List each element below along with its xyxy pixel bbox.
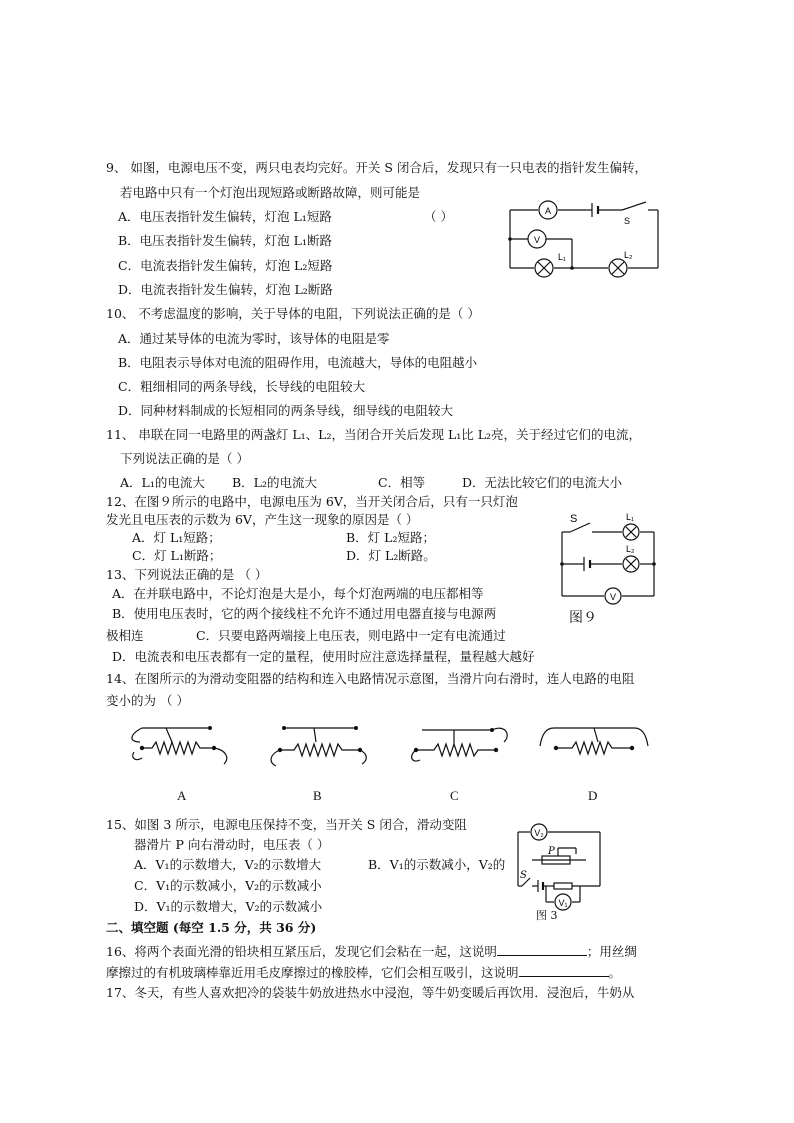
q9-stem-line1: 9、 如图，电源电压不变，两只电表均完好。开关 S 闭合后，发现只有一只电表的指针发生偏转，: [106, 160, 647, 175]
q15-option-d: D．V₁的示数增大，V₂的示数减小: [134, 899, 323, 914]
q9-option-d: D．电流表指针发生偏转，灯泡 L₂断路: [118, 282, 333, 297]
q12-voltmeter-label: V: [609, 592, 617, 602]
q15-v1-label: V₁: [558, 898, 568, 908]
q10-stem: 10、 不考虑温度的影响，关于导体的电阻，下列说法正确的是（ ）: [106, 306, 480, 321]
section2-title: 二、填空题 (每空 1.5 分，共 36 分): [106, 920, 317, 935]
q12-switch-label: S: [570, 513, 578, 525]
q9-circuit-figure: [500, 198, 665, 278]
q12-option-d: D．灯 L₂断路。: [346, 548, 436, 563]
q12-circuit-figure: [550, 508, 670, 628]
q15-switch-label: S: [520, 870, 527, 881]
q15-option-b: B．V₁的示数减小，V₂的: [368, 857, 506, 872]
q9-option-c: C．电流表指针发生偏转，灯泡 L₂短路: [118, 258, 333, 273]
q13-stem: 13、下列说法正确的是 （ ）: [106, 567, 268, 582]
q15-stem-line1: 15、如图 3 所示，电源电压保持不变，当开关 S 闭合，滑动变阻: [106, 817, 467, 832]
q12-lamp1-label: L₁: [626, 512, 635, 522]
q15-figure-caption: 图 3: [536, 909, 558, 922]
q15-option-a: A．V₁的示数增大，V₂的示数增大: [134, 857, 322, 872]
q14-label-a: A: [177, 788, 187, 803]
q9-answer-paren: （ ）: [424, 209, 453, 224]
q14-rheostat-a: [122, 720, 242, 780]
q17-line1: 17、冬天，有些人喜欢把冷的袋装牛奶放进热水中浸泡，等牛奶变暖后再饮用．浸泡后，牛奶从: [106, 985, 635, 1000]
q16-line2: [106, 963, 621, 981]
q9-lamp1-label: L₁: [558, 252, 567, 262]
q15-slider-label: P: [548, 846, 555, 857]
q12-option-b: B．灯 L₂短路；: [346, 530, 435, 545]
q16-line1-text-b: ；用丝绸: [586, 944, 637, 959]
q11-option-d: D．无法比较它们的电流大小: [462, 475, 623, 490]
q11-stem-line2: 下列说法正确的是（ ）: [120, 451, 249, 466]
q13-option-b-line2: 极相连: [106, 628, 144, 643]
q14-rheostat-b: [264, 720, 384, 780]
q12-stem-line2: 发光且电压表的示数为 6V，产生这一现象的原因是（ ）: [106, 512, 419, 527]
q10-option-b: B．电阻表示导体对电流的阻碍作用，电流越大，导体的电阻越小: [118, 355, 478, 370]
q11-option-a: A．L₁的电流大: [120, 475, 205, 490]
q13-option-a: A．在并联电路中，不论灯泡是大是小，每个灯泡两端的电压都相等: [112, 586, 484, 601]
q16-line2-text-a: 摩擦过的有机玻璃棒靠近用毛皮摩擦过的橡胶棒，它们会相互吸引，这说明: [106, 965, 519, 980]
q14-rheostat-d: [536, 720, 656, 780]
q12-stem-line1: 12、在图９所示的电路中，电源电压为 6V，当开关闭合后，只有一只灯泡: [106, 494, 518, 509]
q14-label-c: C: [450, 788, 459, 803]
q9-ammeter-label: A: [544, 206, 552, 216]
q15-option-c: C．V₁的示数减小，V₂的示数减小: [134, 878, 322, 893]
q9-voltmeter-label: V: [533, 235, 541, 245]
q15-stem-line2: 器滑片 P 向右滑动时，电压表（ ）: [134, 837, 330, 852]
q14-stem-line2: 变小的为 （ ）: [106, 693, 189, 708]
q10-option-c: C．粗细相同的两条导线，长导线的电阻较大: [118, 379, 366, 394]
q10-option-a: A．通过某导体的电流为零时，该导体的电阻是零: [118, 331, 390, 346]
q12-figure-caption: 图９: [569, 610, 597, 626]
q15-circuit-figure: [508, 818, 618, 918]
q9-switch-label: S: [624, 216, 631, 226]
q11-stem-line1: 11、 串联在同一电路里的两盏灯 L₁、L₂，当闭合开关后发现 L₁比 L₂亮，关于经过它们的电流，: [106, 427, 642, 442]
q14-stem-line1: 14、在图所示的为滑动变阻器的结构和连入电路情况示意图，当滑片向右滑时，连人电路的电阻: [106, 671, 635, 686]
q15-v2-label: V₂: [534, 828, 544, 838]
q9-option-b: B．电压表指针发生偏转，灯泡 L₁断路: [118, 233, 332, 248]
q11-option-c: C．相等: [378, 475, 426, 490]
q9-stem-line2: 若电路中只有一个灯泡出现短路或断路故障，则可能是: [120, 185, 421, 200]
q12-option-c: C．灯 L₁断路；: [132, 548, 222, 563]
q9-lamp2-label: L₂: [624, 250, 633, 260]
q14-label-b: B: [313, 788, 322, 803]
q9-option-a: A．电压表指针发生偏转，灯泡 L₁短路: [118, 209, 332, 224]
q12-option-a: A．灯 L₁短路；: [132, 530, 221, 545]
q16-line2-text-b: 。: [608, 965, 622, 980]
q16-blank-2[interactable]: [519, 963, 609, 977]
q13-option-b-line1: B．使用电压表时，它的两个接线柱不允许不通过用电器直接与电源两: [112, 606, 497, 621]
q16-blank-1[interactable]: [497, 942, 587, 956]
q12-lamp2-label: L₂: [626, 544, 635, 554]
q16-line1-text-a: 16、将两个表面光滑的铅块相互紧压后，发现它们会粘在一起，这说明: [106, 944, 497, 959]
q13-option-c: C．只要电路两端接上电压表，则电路中一定有电流通过: [196, 628, 506, 643]
q13-option-d: D．电流表和电压表都有一定的量程，使用时应注意选择量程，量程越大越好: [112, 649, 535, 664]
q16-line1: [106, 942, 637, 960]
q11-option-b: B．L₂的电流大: [232, 475, 317, 490]
q14-rheostat-c: [408, 720, 528, 780]
q14-label-d: D: [588, 788, 598, 803]
q10-option-d: D．同种材料制成的长短相同的两条导线，细导线的电阻较大: [118, 403, 454, 418]
